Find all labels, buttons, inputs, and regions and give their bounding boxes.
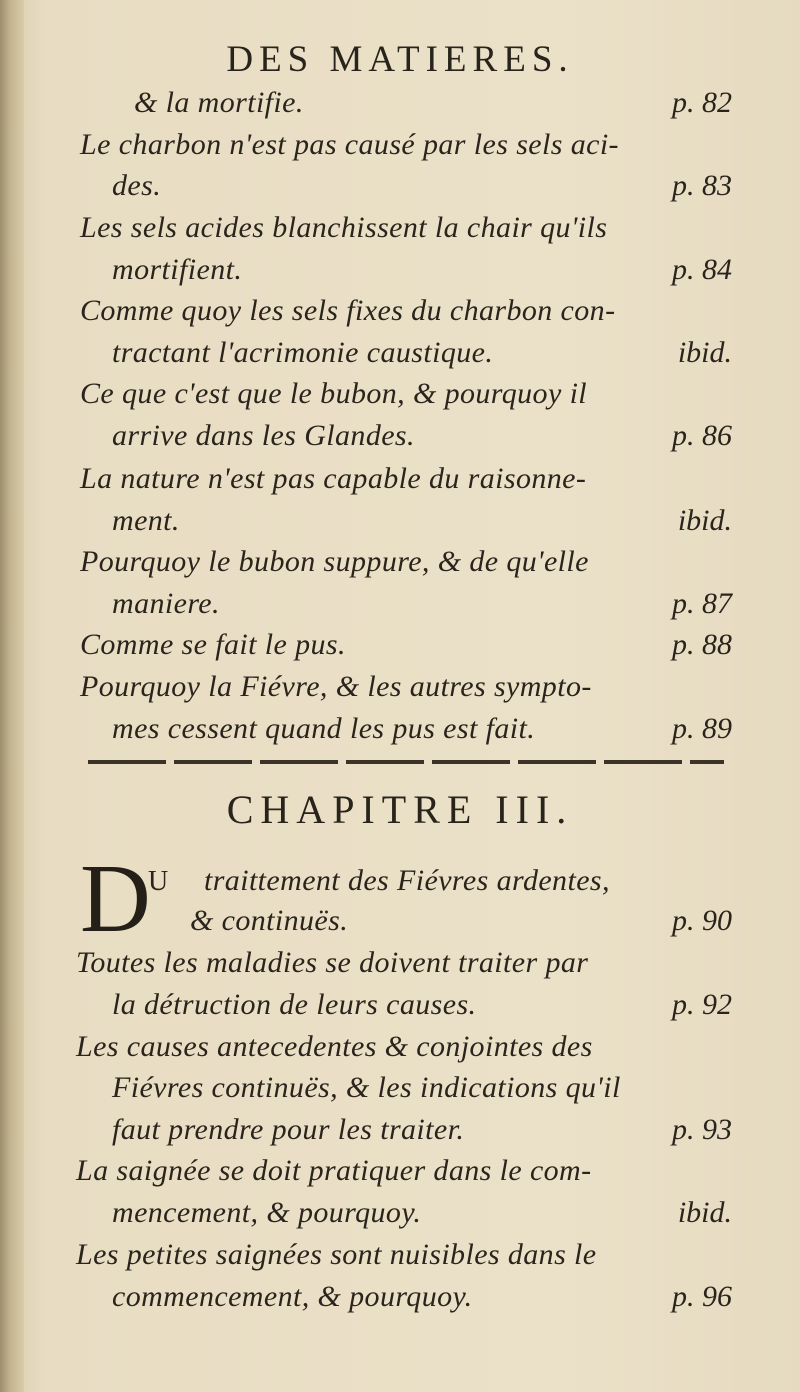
index-line: ment. bbox=[112, 504, 180, 537]
drop-cap-rest: U bbox=[148, 866, 171, 897]
index-page-ref: ibid. bbox=[677, 336, 732, 369]
index-line: tractant l'acrimonie caustique. bbox=[112, 336, 494, 369]
index-line: Comme quoy les sels fixes du charbon con- bbox=[80, 294, 616, 327]
index-page-ref: p. 88 bbox=[672, 628, 732, 661]
index-line: Ce que c'est que le bubon, & pourquoy il bbox=[80, 377, 588, 410]
running-head: DES MATIERES. bbox=[226, 39, 574, 80]
index-page-ref: p. 96 bbox=[672, 1280, 732, 1313]
index-line: Les sels acides blanchissent la chair qu'ils bbox=[80, 211, 608, 244]
index-line: arrive dans les Glandes. bbox=[112, 419, 415, 452]
index-line: la détruction de leurs causes. bbox=[112, 988, 477, 1021]
index-page-ref: p. 90 bbox=[672, 904, 732, 937]
index-line: & continuës. bbox=[190, 904, 349, 937]
index-line: traittement des Fiévres ardentes, bbox=[204, 864, 610, 897]
index-page-ref: p. 86 bbox=[672, 419, 732, 452]
index-line: Le charbon n'est pas causé par les sels aci- bbox=[80, 128, 619, 161]
index-line: Les causes antecedentes & conjointes des bbox=[76, 1030, 593, 1063]
index-line: La saignée se doit pratiquer dans le com- bbox=[76, 1154, 592, 1187]
index-line: La nature n'est pas capable du raisonne- bbox=[80, 462, 587, 495]
index-line: Toutes les maladies se doivent traiter par bbox=[76, 946, 589, 979]
index-page-ref: p. 82 bbox=[672, 86, 732, 119]
index-line: & la mortifie. bbox=[134, 86, 304, 119]
index-line: mencement, & pourquoy. bbox=[112, 1196, 422, 1229]
index-page-ref: p. 92 bbox=[672, 988, 732, 1021]
index-line: mortifient. bbox=[112, 253, 243, 286]
index-line: faut prendre pour les traiter. bbox=[112, 1113, 465, 1146]
index-page-ref: p. 87 bbox=[672, 587, 732, 620]
chapter-heading: CHAPITRE III. bbox=[226, 787, 574, 832]
index-page-ref: p. 89 bbox=[672, 712, 732, 745]
index-line: Les petites saignées sont nuisibles dans le bbox=[76, 1238, 597, 1271]
index-line: mes cessent quand les pus est fait. bbox=[112, 712, 536, 745]
index-page-ref: p. 84 bbox=[672, 253, 732, 286]
index-line: maniere. bbox=[112, 587, 220, 620]
index-page-ref: p. 83 bbox=[672, 169, 732, 202]
index-line: Fiévres continuës, & les indications qu'il bbox=[112, 1071, 621, 1104]
drop-cap: D bbox=[80, 845, 151, 953]
index-line: Pourquoy le bubon suppure, & de qu'elle bbox=[80, 545, 589, 578]
index-line: Comme se fait le pus. bbox=[80, 628, 346, 661]
index-page-ref: ibid. bbox=[677, 504, 732, 537]
section-rule bbox=[88, 760, 724, 764]
index-line: Pourquoy la Fiévre, & les autres sympto- bbox=[80, 670, 592, 703]
book-spine-shadow bbox=[0, 0, 24, 1392]
index-line: commencement, & pourquoy. bbox=[112, 1280, 473, 1313]
index-page-ref: ibid. bbox=[677, 1196, 732, 1229]
index-page-ref: p. 93 bbox=[672, 1113, 732, 1146]
index-line: des. bbox=[112, 169, 162, 202]
